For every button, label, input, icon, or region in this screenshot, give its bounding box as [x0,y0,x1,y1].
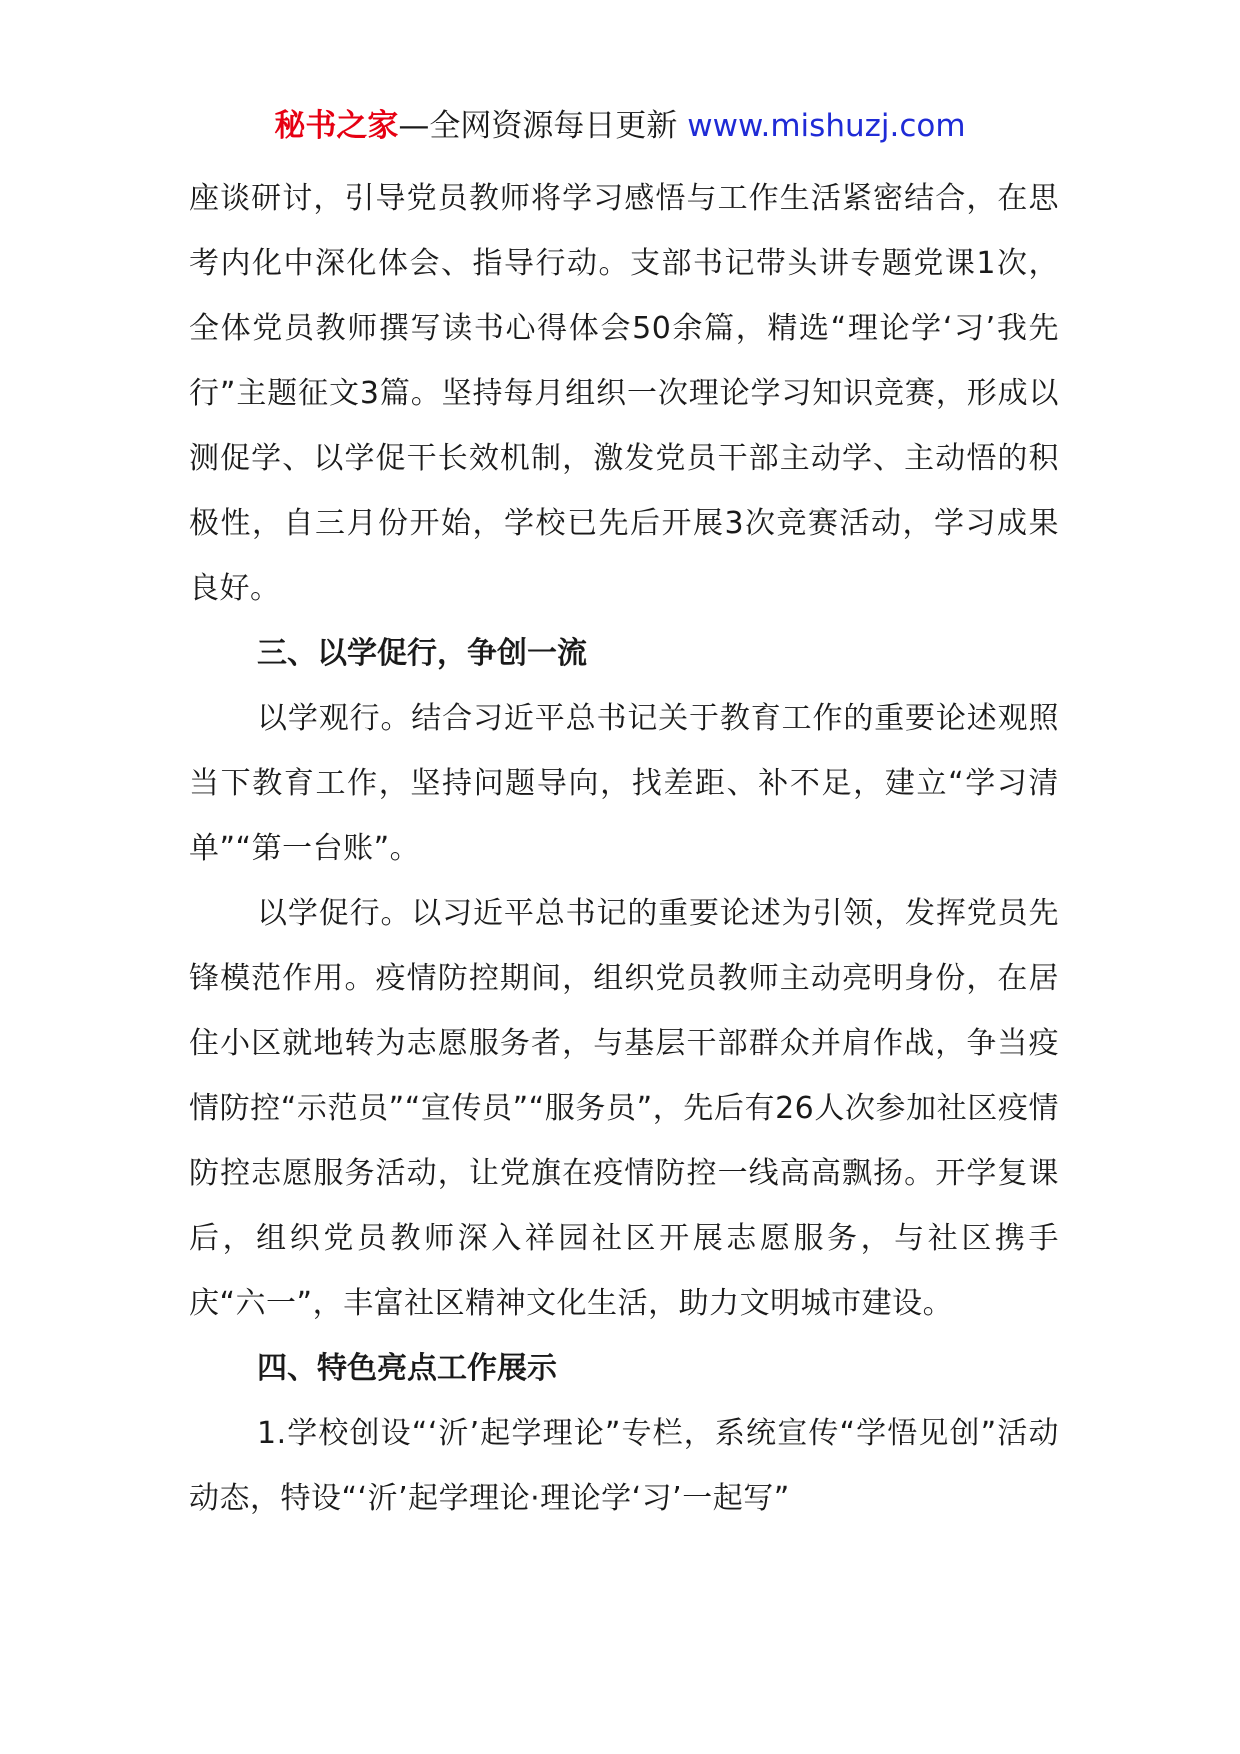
brand-name: 秘书之家 [274,108,399,144]
document-body [189,166,1059,1531]
section-heading-4: 四、特色亮点工作展示 [257,1351,557,1386]
banner-tagline: —全网资源每日更新 [398,108,688,144]
paragraph-study-discussion: 座谈研讨，引导党员教师将学习感悟与工作生活紧密结合，在思考内化中深化体会、指导行动。支部书记带头讲专题党课1次，全体党员教师撰写读书心得体会50余篇，精选“理论学‘习’我先行”主题征文3篇。坚持每月组织一次理论学习知识竞赛，形成以测促学、以学促干长效机制，激发党员干部主动学、主动悟的积极性，自三月份开始，学校已先后开展3次竞赛活动，学习成果良好。 [189,181,1059,606]
paragraph-study-observe: 以学观行。结合习近平总书记关于教育工作的重要论述观照当下教育工作，坚持问题导向，找差距、补不足，建立“学习清单”“第一台账”。 [189,701,1059,866]
site-banner [0,104,1240,148]
paragraph-highlight-1: 1.学校创设“‘沂’起学理论”专栏，系统宣传“学悟见创”活动动态，特设“‘沂’起学理论·理论学‘习’一起写” [189,1416,1059,1516]
site-url-link[interactable]: www.mishuzj.com [687,108,966,144]
section-heading-3: 三、以学促行，争创一流 [257,636,587,671]
paragraph-study-practice: 以学促行。以习近平总书记的重要论述为引领，发挥党员先锋模范作用。疫情防控期间，组织党员教师主动亮明身份，在居住小区就地转为志愿服务者，与基层干部群众并肩作战，争当疫情防控“示范员”“宣传员”“服务员”，先后有26人次参加社区疫情防控志愿服务活动，让党旗在疫情防控一线高高飘扬。开学复课后，组织党员教师深入祥园社区开展志愿服务，与社区携手庆“六一”，丰富社区精神文化生活，助力文明城市建设。 [189,896,1059,1321]
